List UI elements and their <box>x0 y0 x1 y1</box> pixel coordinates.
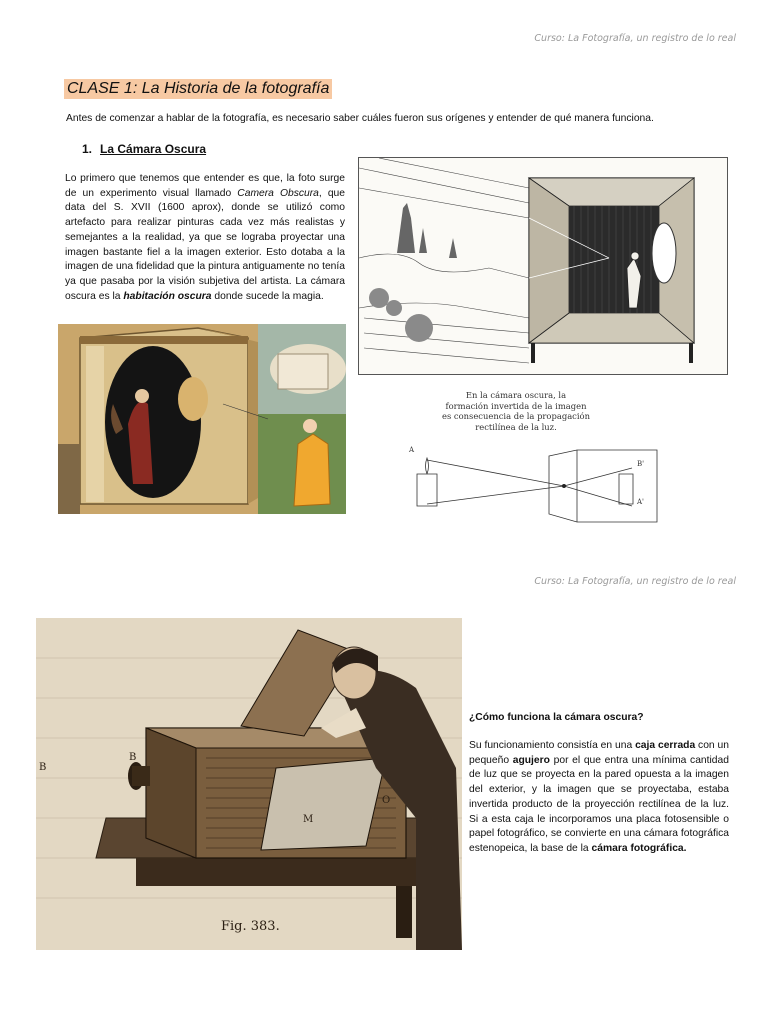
room-camera-obscura-engraving <box>358 157 728 375</box>
para2-bold-agujero: agujero <box>512 754 550 766</box>
diagram-label-a: A <box>409 446 415 454</box>
diagram-label-a-prime: A' <box>637 498 644 506</box>
portable-camera-obscura-engraving <box>36 618 462 950</box>
running-header-page-2: Curso: La Fotografía, un registro de lo real <box>534 576 736 587</box>
para2-bold-camara-fotografica: cámara fotográfica. <box>591 842 687 854</box>
engraving-label-o: O <box>382 795 391 806</box>
room-engraving-svg <box>359 158 727 374</box>
engraving-label-m: M <box>303 814 314 825</box>
para1-text-1: Lo primero que tenemos que entender es que, la foto surge de un experimento visual llamado <box>65 173 345 199</box>
caption-line-4: rectilínea de la luz. <box>475 421 557 432</box>
section-title: La Cámara Oscura <box>100 142 207 156</box>
section-number: 1. <box>82 142 93 156</box>
para1-text-3: donde sucede la magia. <box>211 290 324 302</box>
intro-paragraph: Antes de comenzar a hablar de la fotografía, es necesario saber cuáles fueron sus orígenes y entender de qué manera funciona. <box>66 113 654 124</box>
camera-obscura-caption <box>416 390 616 432</box>
painting-svg <box>58 324 346 514</box>
para2-text-1: Su funcionamiento consistía en una <box>469 740 636 751</box>
candle-inversion-diagram <box>397 438 663 530</box>
candle-diagram-svg <box>397 438 663 530</box>
camera-obscura-paragraph <box>65 172 345 304</box>
portable-engraving-svg <box>36 618 462 950</box>
para2-text-3: por el que entra una mínima cantidad de luz que se proyecta en la pared opuesta a la imagen del exterior, y la imagen que se proyectaba, estaba invertida producto de la proyección rectilínea de la luz. Si a esta caja le incorporamos una placa fotosensible o papel fotográfico, se convierte en una cámara fotográfica estenopeica, la base de la <box>469 754 729 854</box>
page-title: CLASE 1: La Historia de la fotografía <box>64 79 332 99</box>
how-it-works-paragraph <box>469 739 729 857</box>
para2-text-2: con un pequeño <box>469 740 729 766</box>
engraving-label-b-left: B <box>39 762 47 773</box>
diagram-label-b-prime: B' <box>637 460 645 468</box>
caption-line-3: es consecuencia de la propagación <box>442 411 590 422</box>
para1-emphasis-camera-obscura: Camera Obscura <box>237 187 319 199</box>
engraving-label-b: B <box>129 752 137 763</box>
para1-emphasis-habitacion: habitación oscura <box>123 290 212 302</box>
running-header: Curso: La Fotografía, un registro de lo real <box>534 33 736 44</box>
caption-line-2: formación invertida de la imagen <box>445 400 587 411</box>
colored-camera-obscura-painting <box>58 324 346 514</box>
section-heading <box>82 142 206 156</box>
para2-bold-caja-cerrada: caja cerrada <box>635 740 696 751</box>
engraving-fig-number: Fig. 383. <box>221 919 280 934</box>
caption-line-1: En la cámara oscura, la <box>465 390 567 400</box>
para1-text-2: , que data del S. XVII (1600 aprox), donde se utilizó como artefacto para realizar pinturas cada vez más realistas y semejantes a la realidad, ya que se lograba proyectar una imagen bastante fiel a la imagen exterior. Esto dotaba a la imagen de una fidelidad que la pintura antiguamente no tenía ya que pasaba por la visión subjetiva del artista. La cámara oscura es la <box>65 187 345 302</box>
question-heading: ¿Cómo funciona la cámara oscura? <box>469 712 644 723</box>
